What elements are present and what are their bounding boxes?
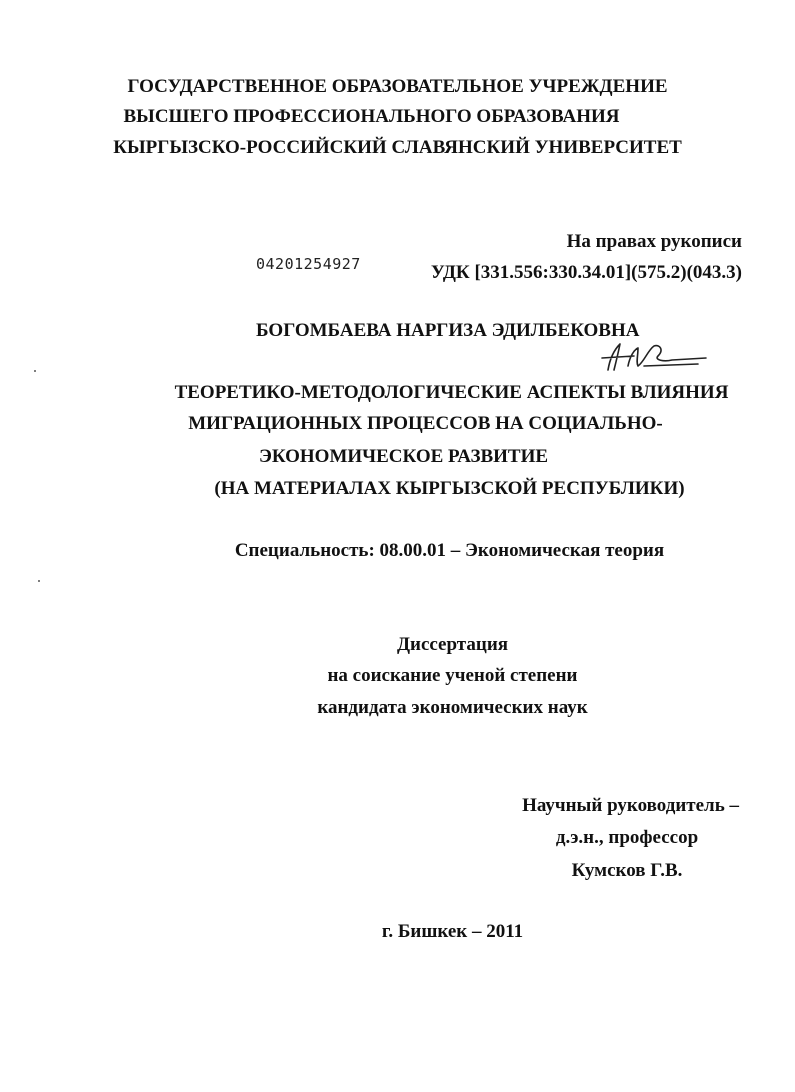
supervisor-degree: д.э.н., профессор <box>555 827 699 848</box>
title-line-2: МИГРАЦИОННЫХ ПРОЦЕССОВ НА СОЦИАЛЬНО- <box>188 413 663 434</box>
rights-notice: На правах рукописи <box>566 231 742 252</box>
institution-line-2: ВЫСШЕГО ПРОФЕССИОНАЛЬНОГО ОБРАЗОВАНИЯ <box>123 106 620 127</box>
institution-line-3: КЫРГЫЗСКО-РОССИЙСКИЙ СЛАВЯНСКИЙ УНИВЕРСИТЕТ <box>113 137 682 158</box>
institution-line-1: ГОСУДАРСТВЕННОЕ ОБРАЗОВАТЕЛЬНОЕ УЧРЕЖДЕНИЕ <box>127 76 668 97</box>
degree-line-2: кандидата экономических наук <box>317 697 588 718</box>
title-line-1: ТЕОРЕТИКО-МЕТОДОЛОГИЧЕСКИЕ АСПЕКТЫ ВЛИЯНИЯ <box>174 382 729 403</box>
work-type: Диссертация <box>396 634 509 655</box>
specialty-line: Специальность: 08.00.01 – Экономическая теория <box>234 540 665 561</box>
degree-line-1: на соискание ученой степени <box>327 665 578 686</box>
udc-code: УДК [331.556:330.34.01](575.2)(043.3) <box>430 262 742 283</box>
catalog-number: 04201254927 <box>256 255 361 273</box>
title-line-3: ЭКОНОМИЧЕСКОЕ РАЗВИТИЕ <box>258 446 549 467</box>
place-and-year: г. Бишкек – 2011 <box>381 921 524 942</box>
supervisor-label: Научный руководитель – <box>522 795 739 816</box>
author-name: БОГОМБАЕВА НАРГИЗА ЭДИЛБЕКОВНА <box>256 320 640 341</box>
author-signature <box>594 336 714 376</box>
scan-speck <box>38 580 40 582</box>
title-line-4: (НА МАТЕРИАЛАХ КЫРГЫЗСКОЙ РЕСПУБЛИКИ) <box>214 478 685 499</box>
supervisor-name: Кумсков Г.В. <box>571 860 683 881</box>
scan-speck <box>34 370 36 372</box>
